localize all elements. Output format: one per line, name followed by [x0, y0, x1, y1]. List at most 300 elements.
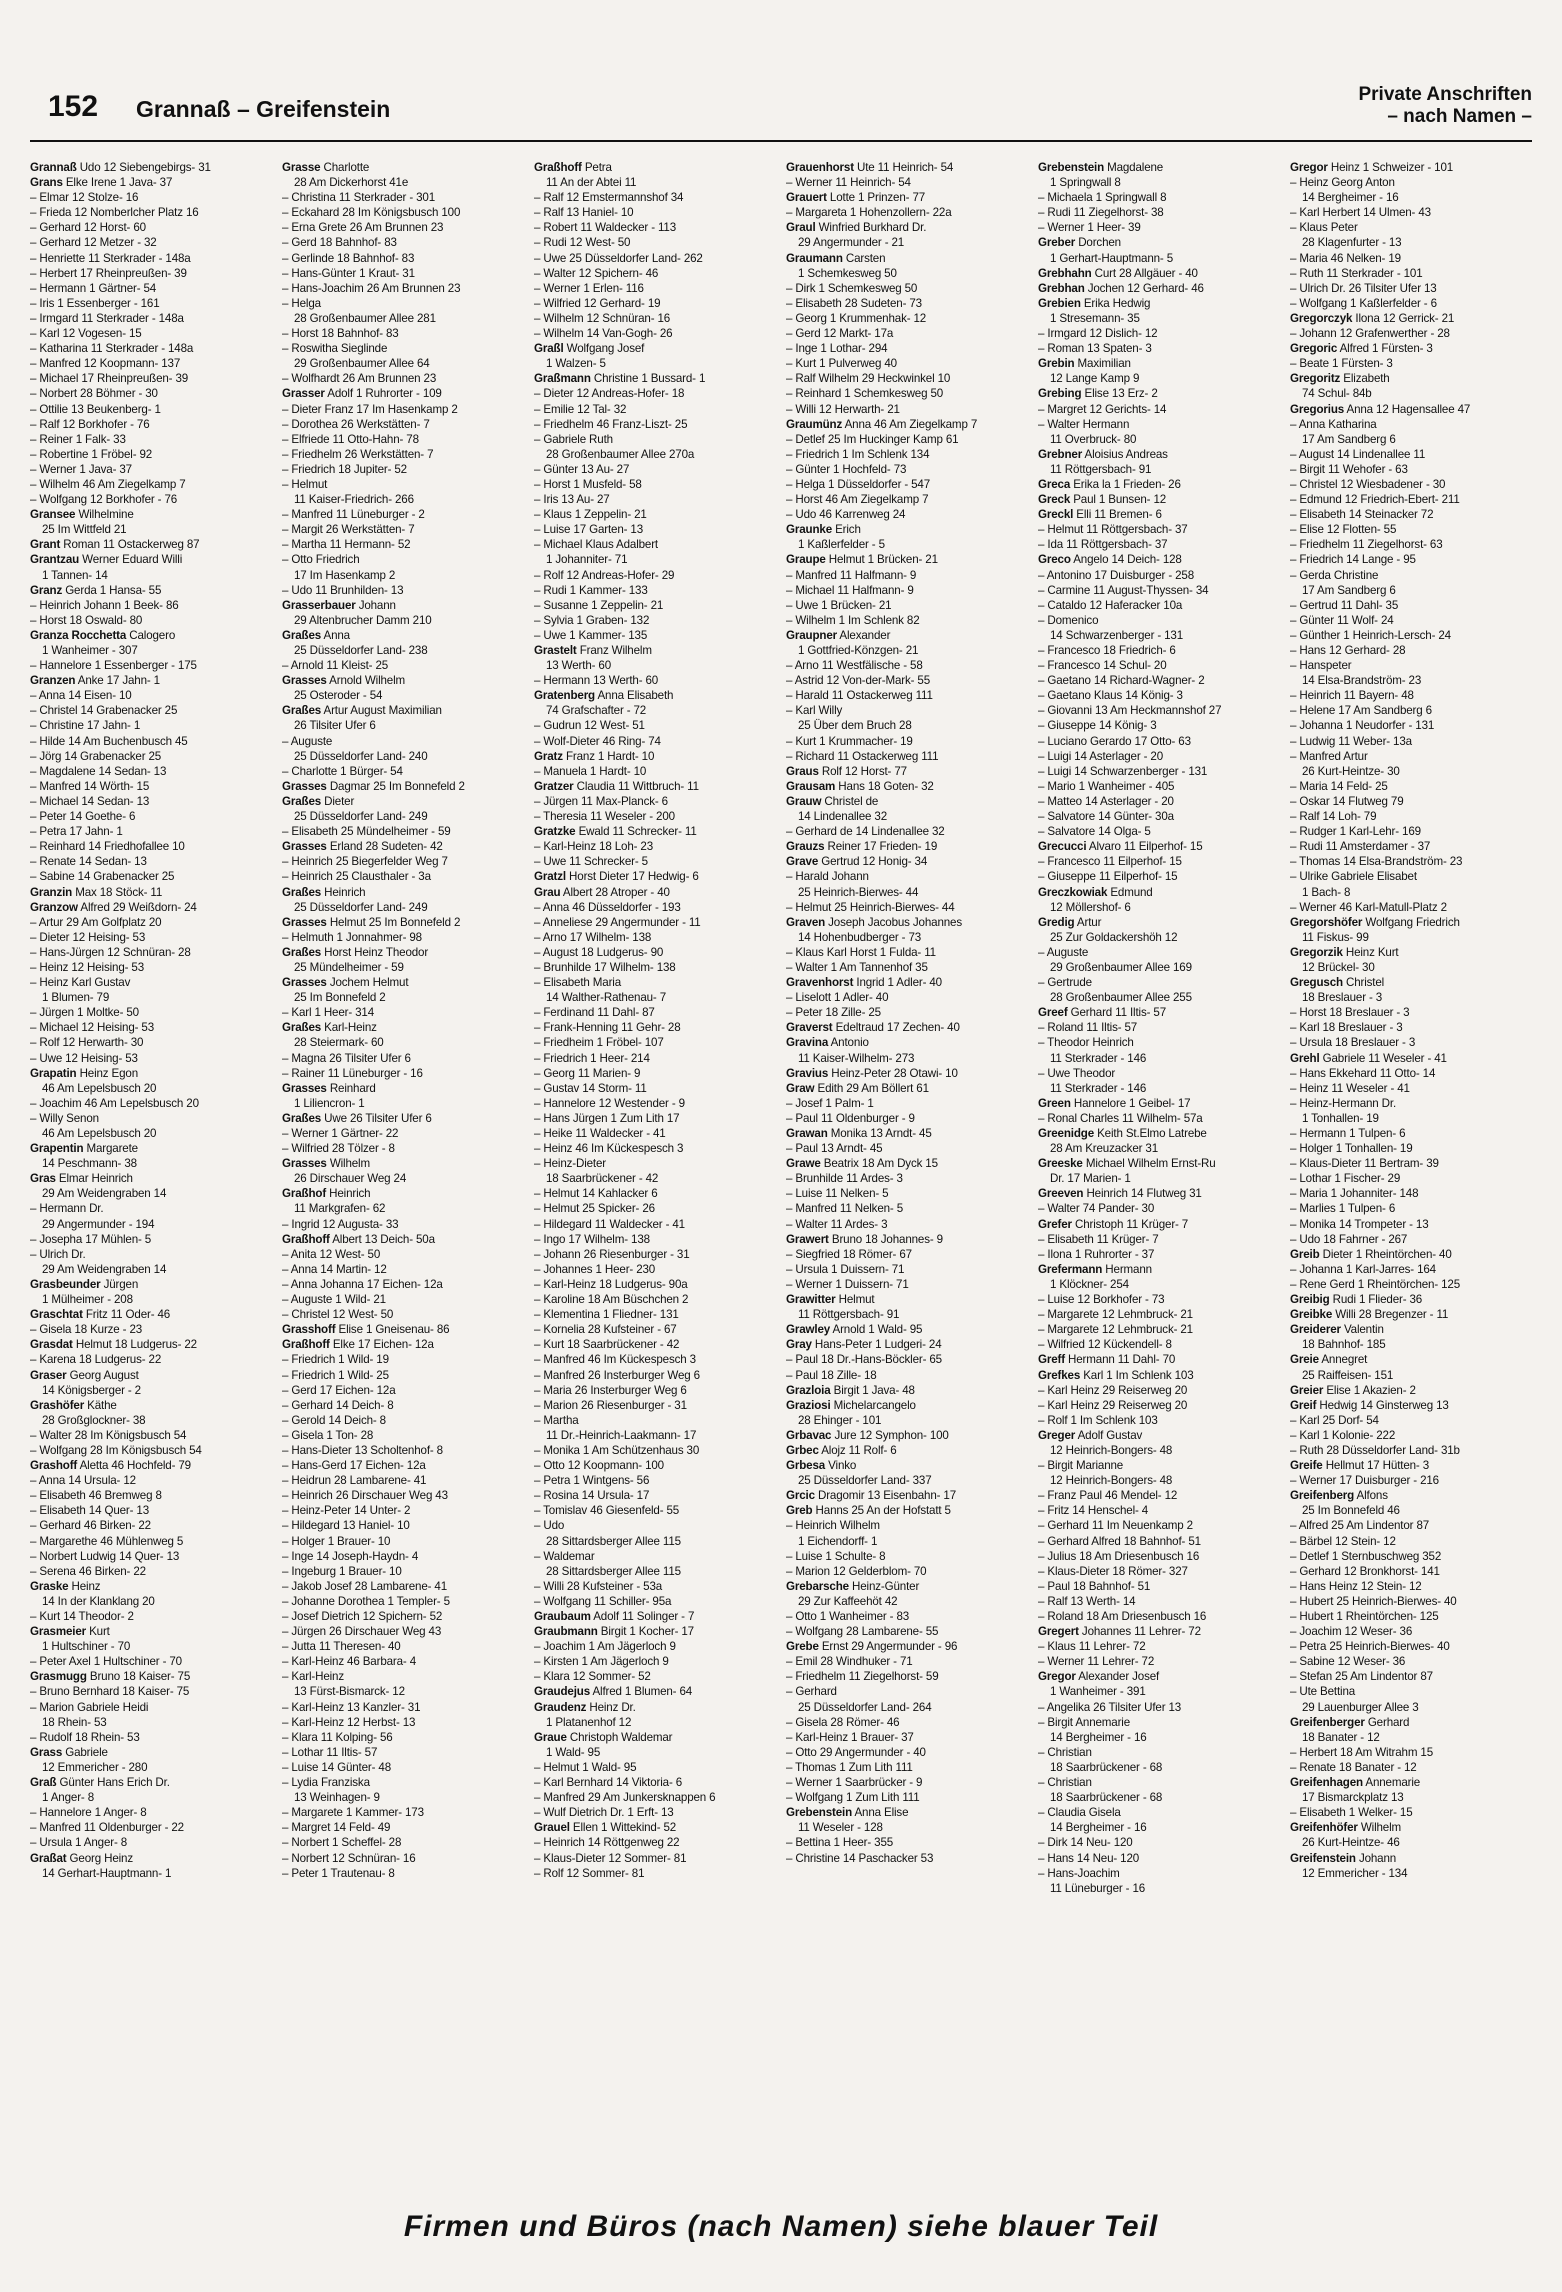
directory-entry	[534, 281, 772, 296]
entry-text: 29 Lauenburger Allee 3	[1302, 1700, 1419, 1714]
entry-text: Elizabeth	[1343, 372, 1390, 386]
entry-text: – Frieda 12 Nomberlcher Platz 16	[30, 206, 199, 220]
directory-entry	[30, 1443, 268, 1458]
entry-surname: Grasses	[282, 779, 327, 793]
entry-text: – Anneliese 29 Angermunder - 11	[534, 915, 701, 929]
directory-entry	[786, 522, 1024, 537]
entry-text: – Udo	[534, 1519, 565, 1533]
entry-text: Gabriele 11 Weseler - 41	[1322, 1051, 1447, 1065]
entry-text: Dorchen	[1078, 236, 1121, 250]
entry-text: – Heinz Georg Anton	[1290, 176, 1395, 190]
entry-text: – Werner 1 Erlen- 116	[534, 281, 644, 295]
entry-text: 25 Zur Goldackershöh 12	[1050, 930, 1178, 944]
directory-entry	[30, 1020, 268, 1035]
entry-text: – Hans-Joachim	[1038, 1866, 1120, 1880]
directory-entry	[1038, 1518, 1276, 1533]
entry-text: – Luigi 14 Asterlager - 20	[1038, 749, 1164, 763]
entry-surname: Grantzau	[30, 553, 80, 567]
directory-entry	[534, 1262, 772, 1277]
directory-entry	[786, 1398, 1024, 1413]
directory-entry	[1290, 930, 1528, 945]
entry-text: – Hannelore 1 Essenberger - 175	[30, 659, 197, 673]
entry-text: – Günter 11 Wolf- 24	[1290, 613, 1394, 627]
entry-text: – Friedrich 1 Heer- 214	[534, 1051, 650, 1065]
directory-entry	[30, 1307, 268, 1322]
directory-entry	[1290, 190, 1528, 205]
entry-text: 46 Am Lepelsbusch 20	[42, 1081, 157, 1095]
directory-entry	[786, 1066, 1024, 1081]
entry-text: Georg Heinz	[69, 1851, 133, 1865]
directory-entry	[282, 1458, 520, 1473]
entry-text: – Hermann 13 Werth- 60	[534, 674, 659, 688]
directory-entry	[534, 432, 772, 447]
directory-entry	[786, 1745, 1024, 1760]
directory-entry	[1290, 1534, 1528, 1549]
directory-entry	[1038, 1443, 1276, 1458]
directory-entry	[1290, 1111, 1528, 1126]
entry-text: Ellen 1 Wittekind- 52	[572, 1821, 677, 1835]
directory-entry	[1038, 960, 1276, 975]
directory-entry	[1290, 1760, 1528, 1775]
entry-text: – Hans 14 Neu- 120	[1038, 1851, 1140, 1865]
directory-entry	[282, 552, 520, 567]
entry-text: 12 Emmericher - 280	[42, 1760, 148, 1774]
entry-text: 12 Heinrich-Bongers- 48	[1050, 1474, 1173, 1488]
entry-text: – Michael 17 Rheinpreußen- 39	[30, 372, 189, 386]
entry-surname: Graw	[786, 1081, 815, 1095]
entry-text: Michelarcangelo	[833, 1398, 916, 1412]
directory-entry	[1038, 1624, 1276, 1639]
directory-entry	[30, 220, 268, 235]
entry-text: 25 Über dem Bruch 28	[798, 719, 912, 733]
directory-entry	[30, 1760, 268, 1775]
entry-text: – Maria 26 Insterburger Weg 6	[534, 1383, 687, 1397]
directory-entry	[30, 839, 268, 854]
entry-text: 29 Altenbrucher Damm 210	[294, 613, 432, 627]
entry-text: Heinz Dr.	[589, 1700, 636, 1714]
directory-entry	[282, 220, 520, 235]
entry-text: 25 Heinrich-Bierwes- 44	[798, 885, 919, 899]
directory-entry	[1290, 281, 1528, 296]
entry-surname: Gregorczyk	[1290, 311, 1353, 325]
directory-entry	[786, 1443, 1024, 1458]
directory-entry	[786, 824, 1024, 839]
directory-entry	[30, 613, 268, 628]
entry-text: – Klaus-Dieter 12 Sommer- 81	[534, 1851, 687, 1865]
entry-text: – Dieter 12 Andreas-Hofer- 18	[534, 387, 685, 401]
directory-entry	[786, 854, 1024, 869]
directory-entry	[1290, 356, 1528, 371]
directory-entry	[1038, 779, 1276, 794]
entry-text: – Elisabeth 11 Krüger- 7	[1038, 1232, 1159, 1246]
entry-text: 1 Tonhallen- 19	[1302, 1111, 1379, 1125]
directory-entry	[534, 1503, 772, 1518]
directory-entry	[282, 235, 520, 250]
entry-text: 1 Wanheimer - 391	[1050, 1685, 1146, 1699]
entry-text: – Rene Gerd 1 Rheintörchen- 125	[1290, 1277, 1461, 1291]
entry-text: – Karoline 18 Am Büschchen 2	[534, 1293, 689, 1307]
entry-text: 1 Bach- 8	[1302, 885, 1351, 899]
entry-text: – Gerhard 12 Metzer - 32	[30, 236, 157, 250]
directory-entry	[282, 1730, 520, 1745]
directory-entry	[1038, 1579, 1276, 1594]
entry-text: Aletta 46 Hochfeld- 79	[79, 1459, 191, 1473]
entry-text: – Manfred 46 Im Kückespesch 3	[534, 1353, 696, 1367]
entry-text: – Heinz 46 Im Kückespesch 3	[534, 1142, 684, 1156]
entry-surname: Grannaß	[30, 161, 77, 174]
entry-text: – August 14 Lindenallee 11	[1290, 447, 1426, 461]
entry-text: Monika 13 Arndt- 45	[830, 1127, 932, 1140]
directory-entry	[30, 1820, 268, 1835]
entry-text: – Richard 11 Ostackerweg 111	[786, 749, 939, 763]
directory-entry	[1290, 1669, 1528, 1684]
entry-surname: Grasser	[282, 387, 325, 401]
entry-text: Birgit 1 Kocher- 17	[600, 1625, 694, 1639]
entry-text: – Manuela 1 Hardt- 10	[534, 764, 647, 778]
entry-text: – Hilde 14 Am Buchenbusch 45	[30, 734, 188, 748]
directory-entry	[534, 1654, 772, 1669]
entry-text: 1 Johanniter- 71	[546, 553, 628, 567]
directory-entry	[534, 356, 772, 371]
directory-entry	[30, 643, 268, 658]
entry-text: – Gerhard 11 Im Neuenkamp 2	[1038, 1519, 1193, 1533]
directory-entry	[30, 1549, 268, 1564]
entry-text: – Erna Grete 26 Am Brunnen 23	[282, 221, 444, 235]
directory-entry	[786, 1700, 1024, 1715]
entry-surname: Greczkowiak	[1038, 885, 1108, 899]
directory-entry	[1038, 749, 1276, 764]
entry-surname: Grebhan	[1038, 281, 1085, 295]
directory-entry	[534, 1669, 772, 1684]
entry-text: – Inge 14 Joseph-Haydn- 4	[282, 1549, 419, 1563]
directory-entry	[282, 1609, 520, 1624]
directory-entry	[1290, 975, 1528, 990]
entry-text: – Auguste	[1038, 945, 1089, 959]
directory-entry	[1038, 251, 1276, 266]
entry-text: – Maria 1 Johanniter- 148	[1290, 1187, 1419, 1201]
directory-entry	[786, 1368, 1024, 1383]
entry-text: Helmut 1 Brücken- 21	[828, 553, 938, 567]
directory-entry	[282, 1247, 520, 1262]
directory-entry	[30, 1051, 268, 1066]
directory-entry	[534, 1322, 772, 1337]
directory-entry	[282, 1217, 520, 1232]
directory-entry	[786, 1473, 1024, 1488]
directory-entry	[1038, 1820, 1276, 1835]
directory-entry	[786, 764, 1024, 779]
entry-text: – Peter Axel 1 Hultschiner - 70	[30, 1655, 182, 1669]
entry-text: 17 Im Hasenkamp 2	[294, 568, 396, 582]
directory-entry	[1038, 1805, 1276, 1820]
entry-text: – Gerhard	[786, 1685, 837, 1699]
entry-text: Willi 28 Bregenzer - 11	[1335, 1308, 1449, 1322]
directory-entry	[786, 1654, 1024, 1669]
entry-text: – Kirsten 1 Am Jägerloch 9	[534, 1655, 669, 1669]
entry-text: – Lydia Franziska	[282, 1776, 370, 1790]
directory-entry	[534, 794, 772, 809]
directory-entry	[534, 1473, 772, 1488]
entry-surname: Graunke	[786, 523, 832, 537]
directory-entry	[786, 1035, 1024, 1050]
directory-entry	[30, 975, 268, 990]
directory-entry	[786, 749, 1024, 764]
entry-text: – Klaus 1 Zeppelin- 21	[534, 508, 647, 522]
directory-entry	[282, 1232, 520, 1247]
entry-text: – Jürgen 1 Moltke- 50	[30, 1006, 139, 1020]
entry-text: 46 Am Lepelsbusch 20	[42, 1127, 157, 1140]
directory-entry	[30, 1081, 268, 1096]
directory-entry	[534, 447, 772, 462]
directory-entry	[1290, 1096, 1528, 1111]
directory-entry	[282, 1066, 520, 1081]
entry-text: – Wolfgang 12 Borkhofer - 76	[30, 493, 178, 507]
directory-entry	[534, 522, 772, 537]
directory-entry	[786, 718, 1024, 733]
entry-text: – Rolf 1 Im Schlenk 103	[1038, 1413, 1158, 1427]
entry-text: – Luise 12 Borkhofer - 73	[1038, 1293, 1165, 1307]
entry-surname: Grave	[786, 855, 819, 869]
directory-entry	[282, 1141, 520, 1156]
directory-entry	[534, 1201, 772, 1216]
entry-text: – Serena 46 Birken- 22	[30, 1564, 146, 1578]
entry-text: – Walter 74 Pander- 30	[1038, 1202, 1155, 1216]
directory-entry	[786, 326, 1024, 341]
directory-entry	[534, 507, 772, 522]
entry-surname: Gratzer	[534, 779, 574, 793]
entry-text: – Werner 1 Java- 37	[30, 462, 132, 476]
entry-text: – Hans-Gerd 17 Eichen- 12a	[282, 1459, 426, 1473]
entry-surname: Grebing	[1038, 387, 1082, 401]
directory-entry	[786, 960, 1024, 975]
entry-text: – Rudi 1 Kammer- 133	[534, 583, 648, 597]
entry-surname: Graudejus	[534, 1685, 590, 1699]
entry-text: Heinz 1 Schweizer - 101	[1330, 161, 1454, 174]
directory-entry	[1038, 1156, 1276, 1171]
entry-surname: Gregoric	[1290, 342, 1338, 356]
entry-surname: Grans	[30, 176, 63, 190]
entry-surname: Gregorius	[1290, 402, 1345, 416]
entry-text: – Monika 14 Trompeter - 13	[1290, 1217, 1429, 1231]
entry-text: Beatrix 18 Am Dyck 15	[823, 1157, 938, 1171]
directory-entry	[282, 824, 520, 839]
directory-entry	[30, 1715, 268, 1730]
directory-entry	[282, 1715, 520, 1730]
entry-text: Max 18 Stöck- 11	[75, 885, 163, 899]
directory-entry	[282, 296, 520, 311]
entry-text: 14 Bergheimer - 16	[1302, 191, 1399, 205]
directory-entry	[534, 658, 772, 673]
entry-text: – Ferdinand 11 Dahl- 87	[534, 1006, 655, 1020]
entry-text: – Helene 17 Am Sandberg 6	[1290, 704, 1432, 718]
entry-text: Dieter	[324, 794, 355, 808]
directory-entry	[1290, 854, 1528, 869]
directory-entry	[1290, 1066, 1528, 1081]
directory-entry	[1038, 1126, 1276, 1141]
directory-entry	[786, 1564, 1024, 1579]
directory-entry	[1290, 1201, 1528, 1216]
entry-surname: Grcic	[786, 1489, 815, 1503]
entry-text: – Hannelore 1 Anger- 8	[30, 1806, 147, 1820]
directory-entry	[1038, 190, 1276, 205]
entry-text: – Luise 14 Günter- 48	[282, 1760, 391, 1774]
entry-text: – Karl-Heinz 1 Brauer- 37	[786, 1730, 914, 1744]
directory-entry	[534, 583, 772, 598]
directory-entry	[786, 220, 1024, 235]
entry-text: – Karl-Heinz 13 Kanzler- 31	[282, 1700, 421, 1714]
directory-entry	[282, 402, 520, 417]
directory-entry	[1038, 869, 1276, 884]
directory-entry	[1038, 673, 1276, 688]
entry-text: 11 Dr.-Heinrich-Laakmann- 17	[546, 1428, 697, 1442]
directory-entry	[534, 462, 772, 477]
entry-text: – Kurt 1 Pulverweg 40	[786, 357, 897, 371]
directory-entry	[1038, 1654, 1276, 1669]
directory-entry	[282, 1368, 520, 1383]
directory-entry	[1290, 1805, 1528, 1820]
directory-entry	[534, 326, 772, 341]
entry-text: – Werner 11 Lehrer- 72	[1038, 1655, 1155, 1669]
entry-text: – Willi 12 Herwarth- 21	[786, 402, 900, 416]
entry-text: – Dieter Franz 17 Im Hasenkamp 2	[282, 402, 458, 416]
entry-text: – Bärbel 12 Stein- 12	[1290, 1534, 1396, 1548]
entry-surname: Graßes	[282, 885, 322, 899]
directory-entry	[30, 356, 268, 371]
directory-entry	[30, 537, 268, 552]
entry-text: – Udo 11 Brunhilden- 13	[282, 583, 404, 597]
directory-entry	[1038, 175, 1276, 190]
page-title: Grannaß – Greifenstein	[136, 96, 391, 122]
directory-entry	[30, 794, 268, 809]
directory-entry	[30, 930, 268, 945]
directory-entry	[30, 1277, 268, 1292]
entry-surname: Greber	[1038, 236, 1076, 250]
entry-text: 18 Saarbrückener - 68	[1050, 1791, 1163, 1805]
directory-entry	[1038, 1413, 1276, 1428]
entry-text: Johann	[1358, 1851, 1397, 1865]
entry-text: – Walter Hermann	[1038, 417, 1130, 431]
entry-surname: Graßes	[282, 794, 322, 808]
entry-text: Jürgen	[103, 1277, 139, 1291]
directory-entry	[786, 1715, 1024, 1730]
entry-text: – Helmuth 1 Jonnahmer- 98	[282, 930, 422, 944]
entry-surname: Greeven	[1038, 1187, 1084, 1201]
directory-entry	[1290, 296, 1528, 311]
directory-entry	[1290, 1217, 1528, 1232]
entry-surname: Graupe	[786, 553, 826, 567]
directory-entry	[1038, 1352, 1276, 1367]
entry-text: 18 Rhein- 53	[42, 1715, 107, 1729]
directory-entry	[534, 190, 772, 205]
directory-entry	[534, 824, 772, 839]
entry-text: – Karl 25 Dorf- 54	[1290, 1413, 1379, 1427]
entry-text: – Heinrich Johann 1 Beek- 86	[30, 598, 179, 612]
entry-text: – Werner 1 Heer- 39	[1038, 221, 1141, 235]
entry-surname: Gregert	[1038, 1625, 1079, 1639]
entry-text: – Anna Johanna 17 Eichen- 12a	[282, 1277, 443, 1291]
entry-text: Carsten	[845, 251, 886, 265]
entry-surname: Graßl	[534, 342, 564, 356]
entry-text: – Gerlinde 18 Bahnhof- 83	[282, 251, 415, 265]
entry-text: Adolf 11 Solinger - 7	[593, 1610, 695, 1623]
entry-surname: Grecucci	[1038, 840, 1087, 854]
directory-entry	[282, 854, 520, 869]
entry-text: – Peter 14 Goethe- 6	[30, 810, 136, 824]
entry-text: 25 Düsseldorfer Land- 240	[294, 749, 428, 763]
directory-entry	[1038, 1247, 1276, 1262]
directory-entry	[534, 1398, 772, 1413]
entry-surname: Greife	[1290, 1459, 1323, 1473]
directory-entry	[282, 1579, 520, 1594]
entry-text: – Salvatore 14 Günter- 30a	[1038, 810, 1174, 824]
directory-entry	[30, 402, 268, 417]
directory-entry	[282, 990, 520, 1005]
entry-surname: Graul	[786, 221, 816, 235]
directory-entry	[30, 1564, 268, 1579]
entry-text: – Karl-Heinz 18 Loh- 23	[534, 840, 653, 854]
entry-text: – Henriette 11 Sterkrader - 148a	[30, 251, 191, 265]
entry-text: – Karena 18 Ludgerus- 22	[30, 1353, 162, 1367]
entry-text: – Friedhelm 11 Ziegelhorst- 59	[786, 1670, 939, 1684]
directory-entry	[1038, 296, 1276, 311]
entry-text: – Brunhilde 17 Wilhelm- 138	[534, 960, 676, 974]
directory-entry	[30, 734, 268, 749]
entry-text: Charlotte	[323, 161, 370, 174]
entry-text: 29 Am Weidengraben 14	[42, 1262, 167, 1276]
entry-text: 13 Fürst-Bismarck- 12	[294, 1685, 405, 1699]
directory-entry	[1290, 1488, 1528, 1503]
directory-entry	[1290, 598, 1528, 613]
entry-text: 14 Bergheimer - 16	[1050, 1730, 1147, 1744]
entry-text: – Ulrich Dr.	[30, 1247, 86, 1261]
entry-surname: Grasses	[282, 1157, 327, 1171]
entry-text: – Robertine 1 Fröbel- 92	[30, 447, 153, 461]
directory-entry	[1038, 311, 1276, 326]
entry-text: – Johanna 1 Neudorfer - 131	[1290, 719, 1435, 733]
directory-entry	[30, 1383, 268, 1398]
entry-surname: Greca	[1038, 477, 1071, 491]
entry-text: Lotte 1 Prinzen- 77	[829, 191, 926, 205]
entry-text: Anna 46 Am Ziegelkamp 7	[844, 417, 978, 431]
directory-entry	[282, 1805, 520, 1820]
entry-text: Wolfgang Friedrich	[1365, 915, 1460, 929]
entry-text: – Ruth 11 Sterkrader - 101	[1290, 266, 1423, 280]
entry-text: – Ruth 28 Düsseldorfer Land- 31b	[1290, 1443, 1460, 1457]
directory-entry	[1290, 900, 1528, 915]
directory-entry	[282, 869, 520, 884]
entry-surname: Graser	[30, 1368, 67, 1382]
entry-text: – Elisabeth 14 Quer- 13	[30, 1504, 150, 1518]
directory-entry	[786, 1337, 1024, 1352]
directory-entry	[1038, 1217, 1276, 1232]
directory-entry	[534, 1715, 772, 1730]
entry-text: – Helmut 14 Kahlacker 6	[534, 1187, 658, 1201]
entry-text: Johann	[358, 598, 396, 612]
directory-entry	[1038, 386, 1276, 401]
entry-text: – Helmut 11 Röttgersbach- 37	[1038, 523, 1188, 537]
directory-entry	[30, 205, 268, 220]
entry-text: – Francesco 14 Schul- 20	[1038, 659, 1167, 673]
entry-text: Werner Eduard Willi	[82, 553, 183, 567]
entry-text: – Walter 1 Am Tannenhof 35	[786, 960, 928, 974]
entry-text: – Hanspeter	[1290, 659, 1352, 673]
directory-entry	[1038, 1881, 1276, 1896]
directory-entry	[282, 1186, 520, 1201]
directory-entry	[534, 1534, 772, 1549]
directory-entry	[282, 1413, 520, 1428]
directory-entry	[1038, 1383, 1276, 1398]
directory-entry	[1290, 718, 1528, 733]
entry-text: – Marlies 1 Tulpen- 6	[1290, 1202, 1396, 1216]
